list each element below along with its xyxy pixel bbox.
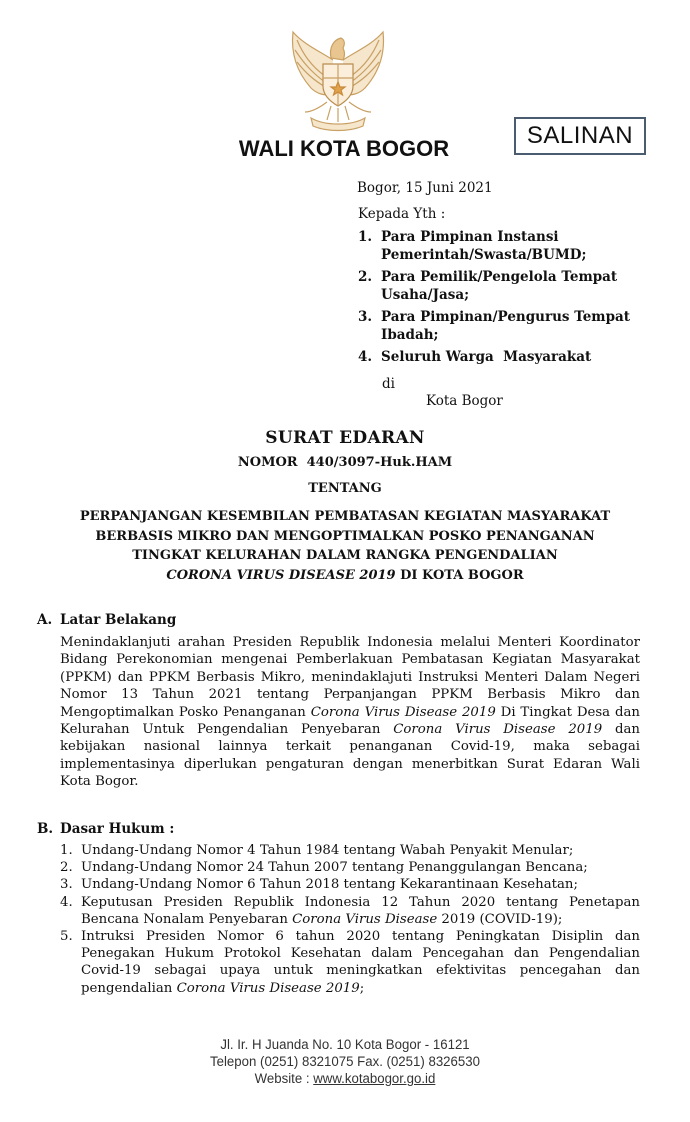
legal-number: 5. (60, 929, 73, 945)
legal-number: 4. (60, 894, 73, 910)
recipient-item (358, 308, 648, 344)
letterhead-footer (7, 1036, 683, 1087)
subject-line: PERPANJANGAN KESEMBILAN PEMBATASAN KEGIATAN MASYARAKAT (79, 509, 611, 524)
tentang-label: TENTANG (308, 481, 382, 496)
document-number: NOMOR 440/3097-Huk.HAM (237, 455, 453, 470)
recipient-line: Pemerintah/Swasta/BUMD; (381, 247, 587, 263)
recipient-list (358, 228, 648, 370)
section-title: Dasar Hukum : (60, 821, 175, 837)
footer-phone: Telepon (0251) 8321075 Fax. (0251) 8326530 (210, 1054, 480, 1069)
di-label: di (382, 376, 395, 392)
legal-item (60, 876, 640, 893)
legal-text: 2019 (COVID-19); (437, 911, 563, 927)
recipient-item (358, 348, 648, 366)
recipient-line: Usaha/Jasa; (381, 287, 470, 303)
footer-website (7, 1070, 683, 1087)
legal-italic: Corona Virus Disease 2019 (176, 980, 360, 996)
legal-item (60, 842, 640, 859)
document-title: SURAT EDARAN (265, 428, 425, 448)
para-text: Menindaklanjuti arahan Presiden Republik Indonesia melalui Menteri Koordinator Bidang Perekonomian mengenai Pemberlakuan Pembatasan Kegiatan Masyarakat (PPKM) dan PPKM Berbasis Mikro, menindaklajuti Instruksi Menteri Dalam Negeri Nomor 13 Tahun 2021 tentang Perpanjangan PPKM Berbasis Mikro dan Mengoptimalkan Posko Penanganan (60, 635, 640, 720)
letterhead-title: WALI KOTA BOGOR (238, 136, 450, 161)
subject-line (0, 566, 690, 586)
para-italic: Corona Virus Disease 2019 (310, 704, 496, 720)
recipient-location: Kota Bogor (426, 393, 503, 409)
legal-text: ; (359, 980, 365, 996)
para-text: Di Tingkat Desa dan Kelurahan Untuk Pengendalian Penyebaran (60, 704, 640, 738)
para-italic: Corona Virus Disease 2019 (393, 722, 603, 738)
subject-italic: CORONA VIRUS DISEASE 2019 (166, 567, 396, 583)
website-link[interactable]: www.kotabogor.go.id (313, 1071, 436, 1086)
subject-line: BERBASIS MIKRO DAN MENGOPTIMALKAN POSKO PENANGANAN (95, 528, 595, 544)
legal-item (60, 928, 640, 997)
legal-italic: Corona Virus Disease (292, 911, 438, 927)
recipient-number: 3. (358, 309, 373, 325)
recipient-line: Para Pemilik/Pengelola Tempat (381, 269, 618, 285)
section-letter: A. (37, 612, 53, 628)
legal-text: Undang-Undang Nomor 4 Tahun 1984 tentang Wabah Penyakit Menular; (81, 843, 574, 858)
recipient-item (358, 228, 648, 264)
garuda-emblem-icon (281, 22, 395, 134)
footer-address: Jl. Ir. H Juanda No. 10 Kota Bogor - 16121 (220, 1037, 470, 1052)
legal-basis-list (60, 842, 640, 997)
section-b-heading (37, 821, 174, 837)
para-text: dan kebijakan nasional lainnya terkait penanganan Covid-19, maka sebagai implementasinya diperlukan pengaturan dengan menerbitkan Surat Edaran Wali Kota Bogor. (60, 722, 640, 790)
recipient-line: Seluruh Warga Masyarakat (381, 349, 592, 365)
subject-rest: DI KOTA BOGOR (395, 567, 524, 583)
legal-number: 3. (60, 877, 73, 893)
website-label: Website : (254, 1071, 314, 1086)
recipient-line: Ibadah; (381, 327, 439, 343)
recipient-number: 1. (358, 229, 373, 245)
legal-text: Undang-Undang Nomor 24 Tahun 2007 tentang Penanggulangan Bencana; (81, 860, 588, 876)
section-title: Latar Belakang (60, 612, 177, 628)
recipient-number: 4. (358, 349, 373, 365)
legal-text: Keputusan Presiden Republik Indonesia 12 Tahun 2020 tentang Penetapan Bencana Nonalam Penyebaran (81, 894, 640, 927)
kepada-label: Kepada Yth : (358, 206, 446, 222)
subject-line: TINGKAT KELURAHAN DALAM RANGKA PENGENDALIAN (132, 548, 558, 563)
document-subject (0, 507, 690, 585)
legal-item (60, 859, 640, 876)
section-a-paragraph (60, 634, 640, 791)
recipient-line: Para Pimpinan Instansi (381, 229, 559, 245)
recipient-line: Para Pimpinan/Pengurus Tempat (381, 309, 631, 325)
legal-number: 1. (60, 843, 73, 858)
legal-text: Undang-Undang Nomor 6 Tahun 2018 tentang Kekarantinaan Kesehatan; (81, 877, 578, 893)
salinan-stamp: SALINAN (514, 117, 646, 155)
place-date: Bogor, 15 Juni 2021 (357, 180, 493, 196)
section-a-heading (37, 612, 176, 628)
garuda-emblem-logo (281, 22, 395, 134)
section-letter: B. (37, 821, 54, 837)
legal-number: 2. (60, 860, 73, 876)
legal-text: Intruksi Presiden Nomor 6 tahun 2020 tentang Peningkatan Disiplin dan Penegakan Hukum Protokol Kesehatan dalam Pencegahan dan Pengendalian Covid-19 sebagai upaya untuk meningkatkan efektivitas pencegahan dan pengendalian (81, 929, 640, 996)
recipient-item (358, 268, 648, 304)
recipient-number: 2. (358, 269, 373, 285)
legal-item (60, 894, 640, 928)
